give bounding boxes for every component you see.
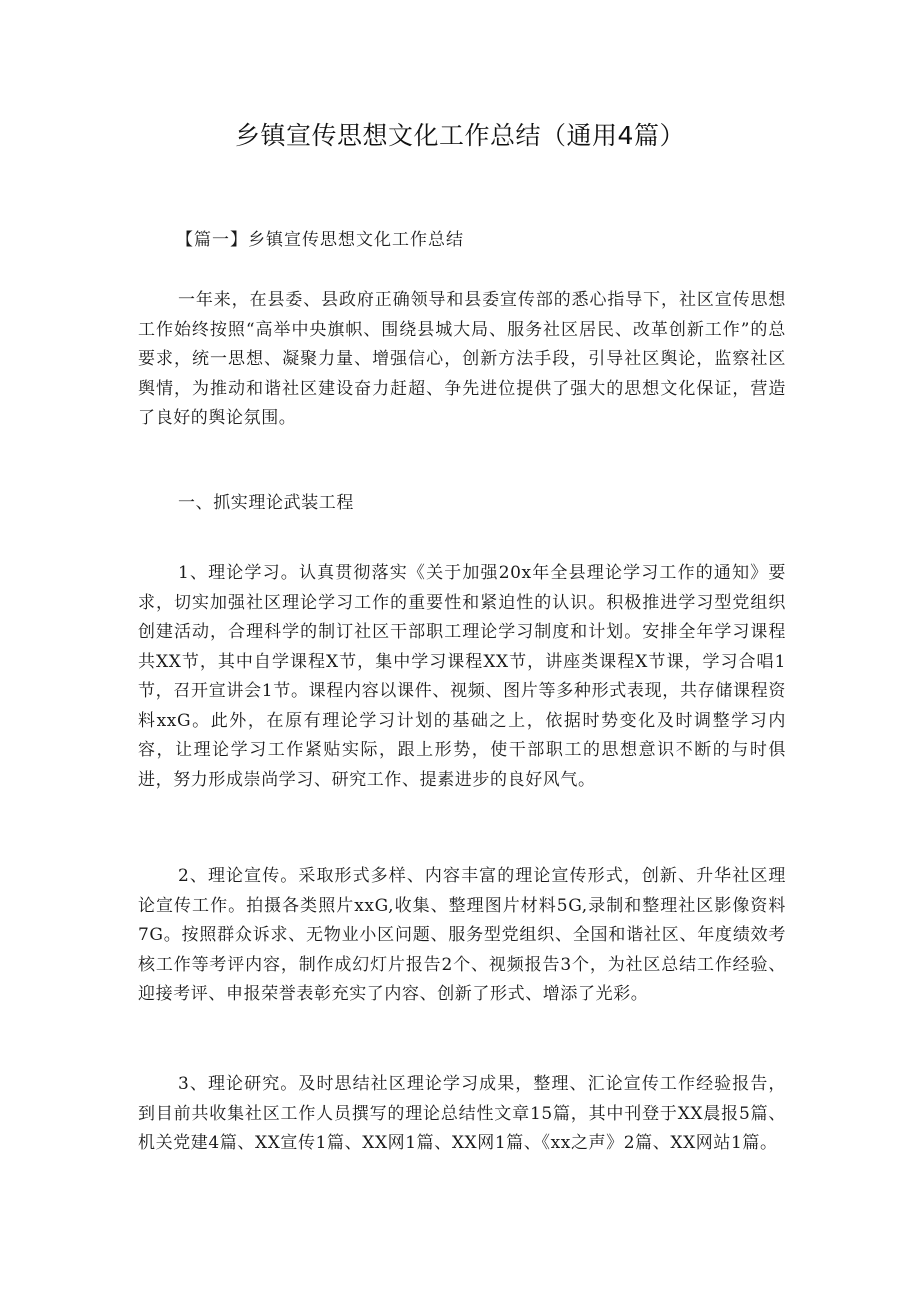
section-heading: 【篇一】乡镇宣传思想文化工作总结 <box>176 230 464 250</box>
page-title: 乡镇宣传思想文化工作总结（通用4篇） <box>235 121 685 150</box>
subheading-theory-project: 一、抓实理论武装工程 <box>178 493 354 513</box>
paragraph-theory-publicity: 2、理论宣传。采取形式多样、内容丰富的理论宣传形式，创新、升华社区理论宣传工作。拍摄各类照片xxG,收集、整理图片材料5G,录制和整理社区影像资料7G。按照群众诉求、无物业小区问题、服务型党组织、全国和谐社区、年度绩效考核工作等考评内容，制作成幻灯片报告2个、视频报告3个，为社区总结工作经验、迎接考评、申报荣誉表彰充实了内容、创新了形式、增添了光彩。 <box>138 866 786 1004</box>
paragraph-theory-study: 1、理论学习。认真贯彻落实《关于加强20x年全县理论学习工作的通知》要求，切实加强社区理论学习工作的重要性和紧迫性的认识。积极推进学习型党组织创建活动，合理科学的制订社区干部职工理论学习制度和计划。安排全年学习课程共XX节，其中自学课程X节，集中学习课程XX节，讲座类课程X节课，学习合唱1节，召开宣讲会1节。课程内容以课件、视频、图片等多种形式表现，共存储课程资料xxG。此外，在原有理论学习计划的基础之上，依据时势变化及时调整学习内容，让理论学习工作紧贴实际，跟上形势，使干部职工的思想意识不断的与时俱进，努力形成崇尚学习、研究工作、提素进步的良好风气。 <box>138 563 786 790</box>
paragraph-theory-research: 3、理论研究。及时思结社区理论学习成果，整理、汇论宣传工作经验报告，到目前共收集社区工作人员撰写的理论总结性文章15篇，其中刊登于XX晨报5篇、机关党建4篇、XX宣传1篇、XX网1篇、XX网1篇、《xx之声》2篇、XX网站1篇。 <box>138 1074 786 1153</box>
intro-paragraph: 一年来，在县委、县政府正确领导和县委宣传部的悉心指导下，社区宣传思想工作始终按照“高举中央旗帜、围绕县城大局、服务社区居民、改革创新工作”的总要求，统一思想、凝聚力量、增强信心，创新方法手段，引导社区舆论，监察社区舆情，为推动和谐社区建设奋力赶超、争先进位提供了强大的思想文化保证，营造了良好的舆论氛围。 <box>138 290 786 428</box>
